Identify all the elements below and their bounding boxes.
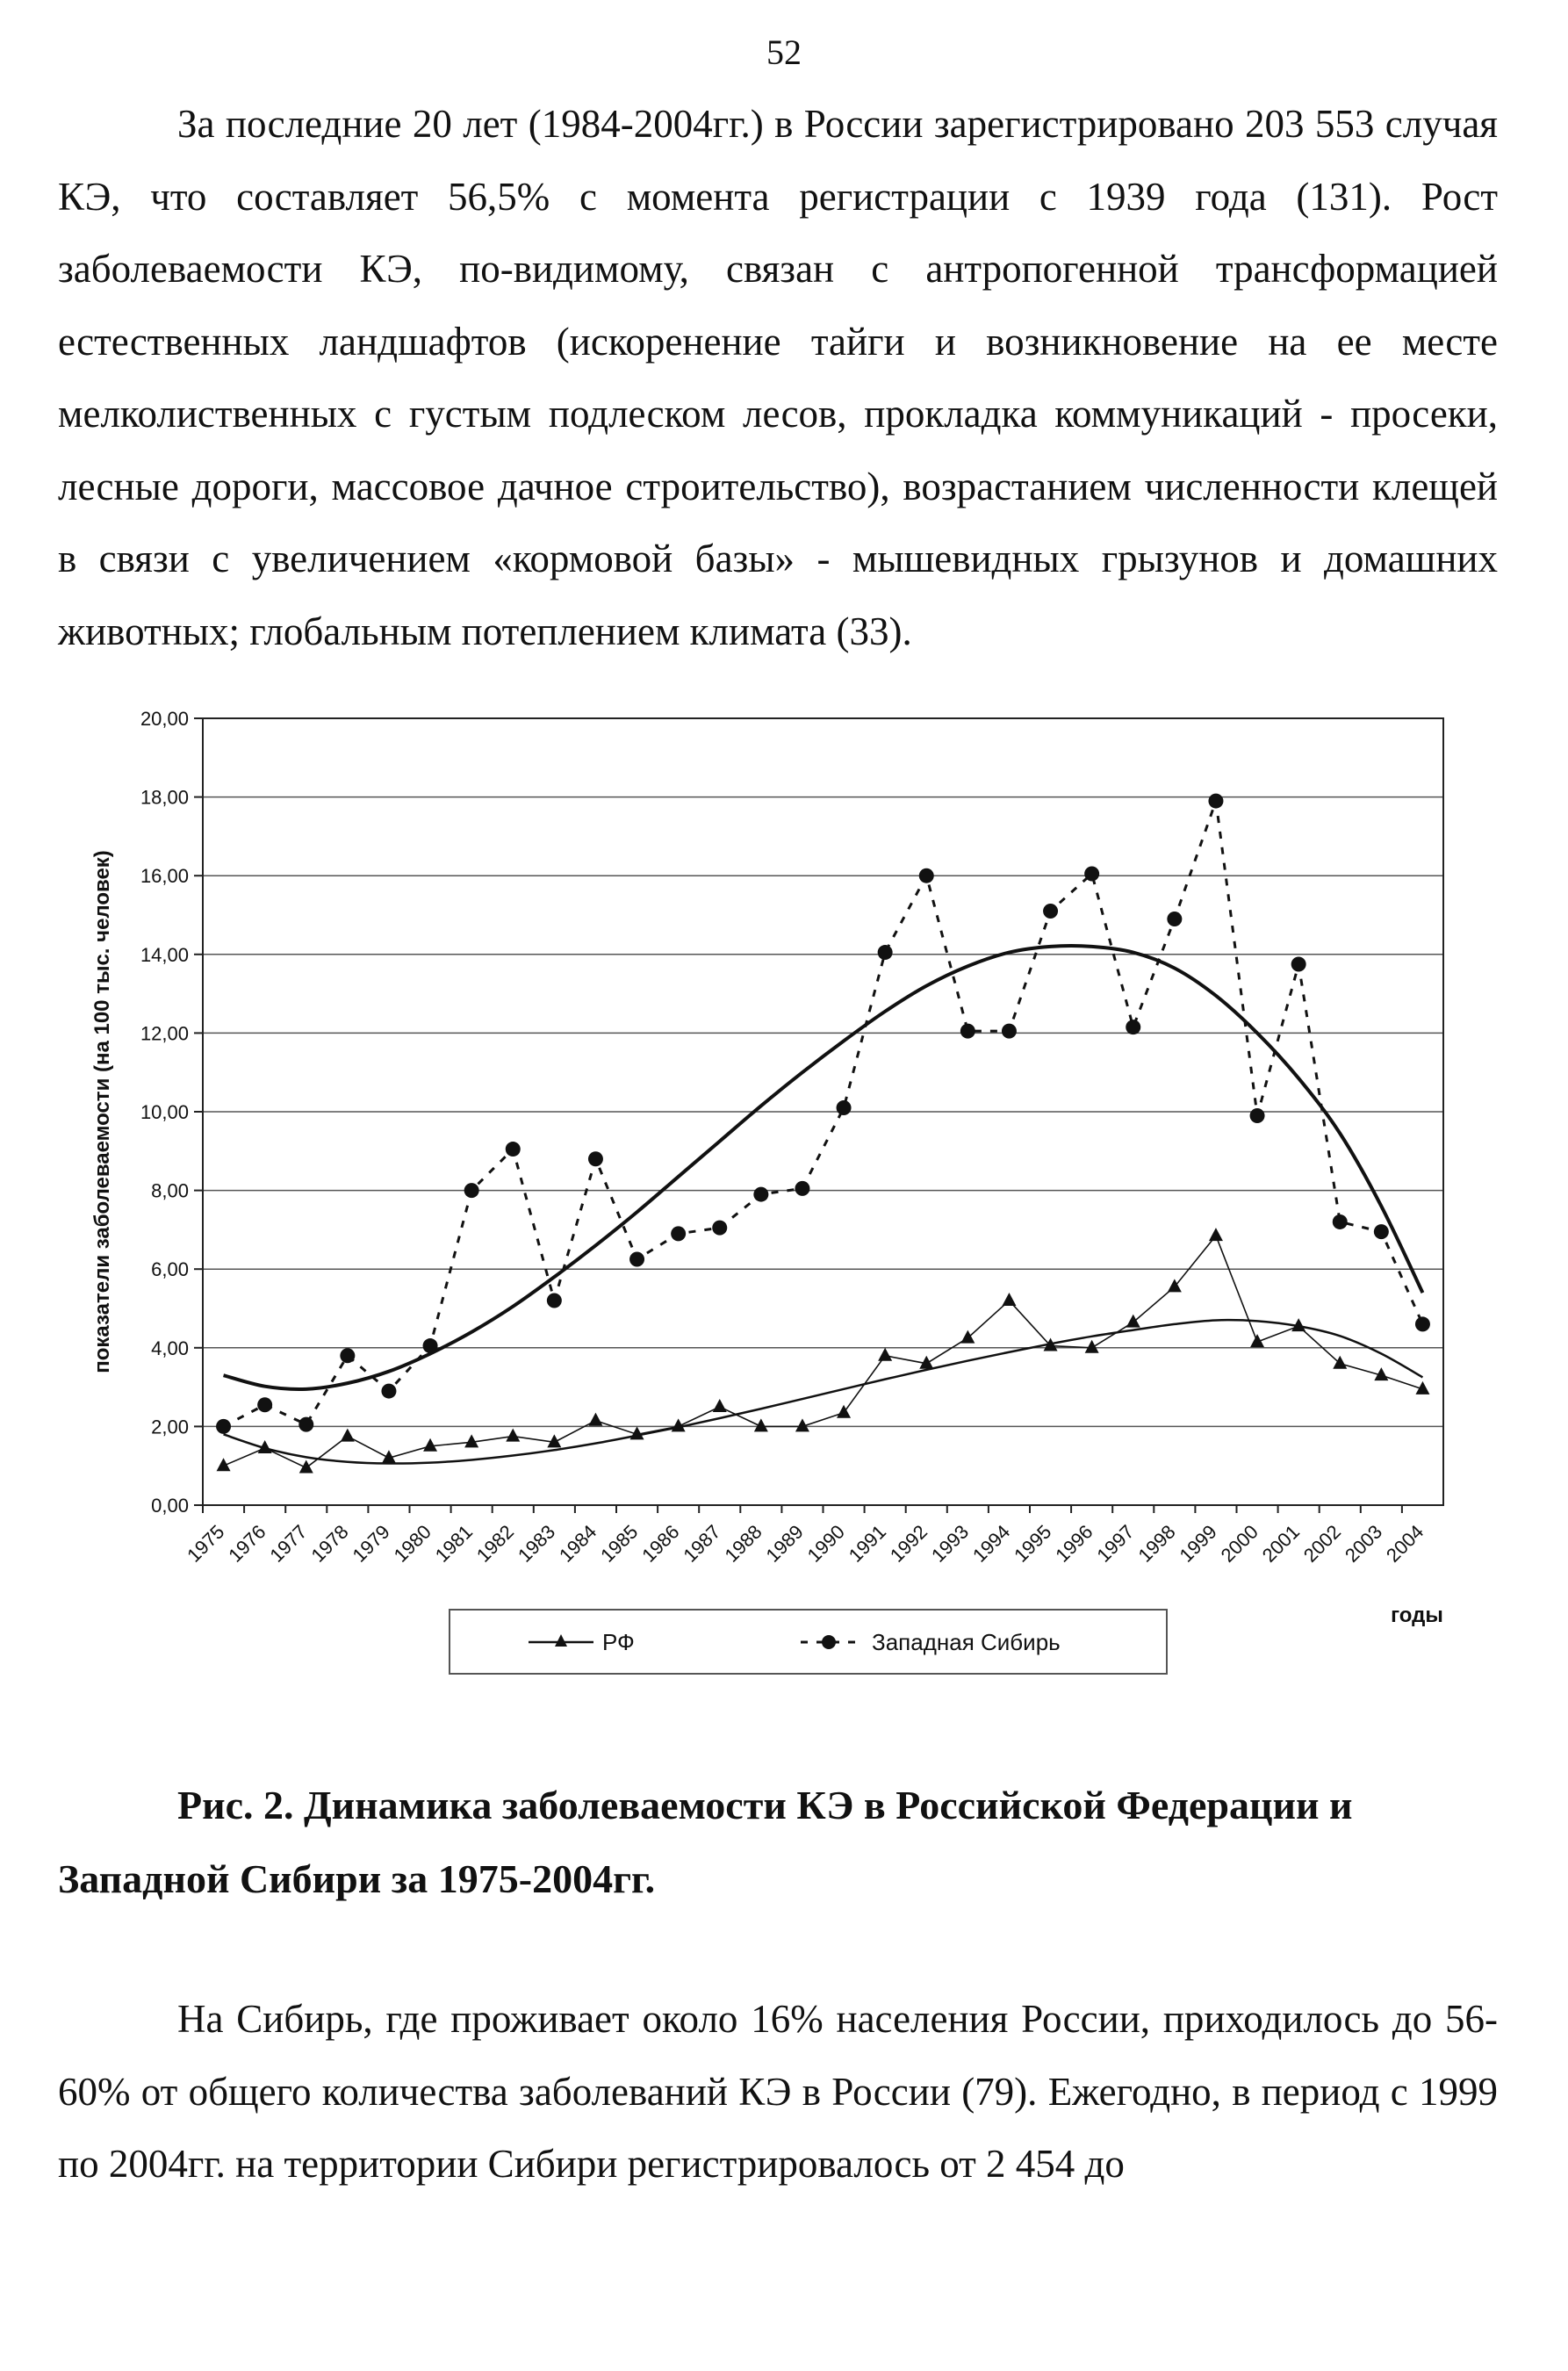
west-siberia-data-point [753,1187,768,1202]
x-tick-label: 1992 [885,1520,932,1567]
x-tick-label: 1975 [183,1520,229,1567]
west-siberia-data-point [1291,957,1306,972]
y-tick-label: 12,00 [140,1022,189,1045]
west-siberia-data-point [216,1419,231,1434]
x-axis-ticks [183,1505,1428,1567]
west-siberia-data-point [878,945,893,960]
trend-lines [224,946,1423,1464]
x-tick-label: 1976 [224,1520,270,1567]
x-tick-label: 1977 [265,1520,312,1567]
x-tick-label: 1995 [1010,1520,1056,1567]
x-tick-label: 1984 [555,1520,601,1567]
x-tick-label: 1986 [637,1520,684,1567]
rf-data-point [1126,1315,1140,1328]
x-tick-label: 2002 [1298,1520,1346,1567]
figure-caption: Рис. 2. Динамика заболеваемости КЭ в Российской Федерации и Западной Сибири за 1975-2004гг. [58,1783,1353,1901]
x-tick-label: 2000 [1216,1520,1262,1567]
data-markers [216,794,1430,1474]
west-siberia-data-point [1167,912,1182,926]
y-axis-title: показатели заболеваемости (на 100 тыс. человек) [90,850,114,1373]
x-tick-label: 1987 [679,1520,725,1567]
y-tick-label: 0,00 [151,1495,189,1517]
x-tick-label: 1980 [389,1520,435,1567]
west-siberia-data-point [671,1226,686,1241]
west-siberia-data-point [960,1024,975,1039]
x-tick-label: 1990 [802,1520,849,1567]
y-tick-label: 18,00 [140,786,189,809]
legend-rf-label: РФ [602,1629,635,1655]
data-series [224,801,1423,1467]
legend-ws-circle-icon [822,1635,836,1649]
rf-data-point [423,1438,437,1452]
rf-data-point [588,1413,602,1426]
y-tick-label: 8,00 [151,1179,189,1202]
x-tick-label: 2001 [1257,1520,1305,1567]
west-siberia-data-point [257,1397,272,1412]
y-axis-ticks [140,708,203,1517]
x-tick-label: 1983 [513,1520,560,1567]
west-siberia-data-point [423,1338,438,1353]
x-tick-label: 1993 [926,1520,974,1567]
x-axis-title: годы [1391,1603,1443,1627]
legend [450,1610,1167,1674]
legend-ws-label: Западная Сибирь [872,1629,1061,1655]
page-number: 52 [766,32,802,72]
x-tick-label: 1991 [844,1520,891,1567]
y-tick-label: 14,00 [140,943,189,966]
x-tick-label: 2003 [1340,1520,1387,1567]
west-siberia-data-point [1250,1108,1265,1123]
west-siberia-data-point [340,1348,355,1363]
x-tick-label: 1997 [1092,1520,1139,1567]
west-siberia-data-point [506,1142,521,1157]
west-siberia-series-line [224,801,1423,1426]
x-tick-label: 1978 [306,1520,353,1567]
rf-data-point [754,1418,768,1431]
west-siberia-trend-line [224,946,1423,1389]
west-siberia-data-point [381,1384,396,1399]
rf-series-line [224,1236,1423,1467]
west-siberia-data-point [795,1181,809,1196]
x-tick-label: 1985 [596,1520,643,1567]
west-siberia-data-point [919,868,934,883]
west-siberia-data-point [1084,866,1099,881]
x-tick-label: 1996 [1051,1520,1097,1567]
west-siberia-data-point [547,1294,562,1308]
paragraph-1: За последние 20 лет (1984-2004гг.) в России зарегистрировано 203 553 случая КЭ, что составляет 56,5% с момента регистрации с 1939 года (131). Рост заболеваемости КЭ, по-видимому, связан с антропогенной трансформацией естественных ландшафтов (искоренение тайги и возникновение на ее месте мелколиственных с густым подлеском лесов, прокладка коммуникаций - просеки, лесные дороги, массовое дачное строительство), возрастанием численности клещей в связи с увеличением «кормовой базы» - мышевидных грызунов и домашних животных; глобальным потеплением климата (33). [58,102,1498,653]
x-tick-label: 1999 [1175,1520,1221,1567]
x-tick-label: 1988 [720,1520,766,1567]
y-tick-label: 4,00 [151,1337,189,1359]
west-siberia-data-point [1002,1024,1017,1039]
y-tick-label: 6,00 [151,1258,189,1281]
rf-data-point [960,1330,975,1344]
x-tick-label: 2004 [1382,1520,1428,1567]
paragraph-2: На Сибирь, где проживает около 16% населения России, приходилось до 56-60% от общего количества заболеваний КЭ в России (79). Ежегодно, в период с 1999 по 2004гг. на территории Сибири регистрировалось от 2 454 до [58,1997,1498,2186]
west-siberia-data-point [1333,1214,1348,1229]
x-tick-label: 1998 [1133,1520,1180,1567]
rf-data-point [1333,1356,1347,1369]
y-tick-label: 2,00 [151,1416,189,1438]
x-tick-label: 1994 [968,1520,1015,1567]
x-tick-label: 1981 [430,1520,478,1567]
rf-data-point [506,1429,520,1442]
west-siberia-data-point [1415,1316,1430,1331]
rf-data-point [299,1459,313,1473]
west-siberia-data-point [1208,794,1223,809]
west-siberia-data-point [298,1417,313,1432]
west-siberia-data-point [588,1151,603,1166]
y-tick-label: 10,00 [140,1101,189,1123]
west-siberia-data-point [712,1221,727,1236]
x-tick-label: 1979 [348,1520,394,1567]
rf-data-point [1085,1340,1099,1353]
west-siberia-data-point [1126,1020,1140,1034]
x-tick-label: 1982 [471,1520,519,1567]
rf-data-point [713,1399,727,1412]
west-siberia-data-point [1043,904,1058,919]
west-siberia-data-point [464,1183,479,1198]
rf-data-point [341,1429,355,1442]
rf-data-point [878,1348,892,1361]
west-siberia-data-point [837,1100,852,1115]
rf-data-point [217,1458,231,1471]
west-siberia-data-point [1374,1224,1389,1239]
y-tick-label: 20,00 [140,708,189,730]
rf-trend-line [224,1320,1423,1463]
rf-data-point [1209,1228,1223,1241]
y-tick-label: 16,00 [140,865,189,888]
west-siberia-data-point [629,1252,644,1267]
x-tick-label: 1989 [761,1520,808,1567]
rf-data-point [1002,1293,1016,1306]
